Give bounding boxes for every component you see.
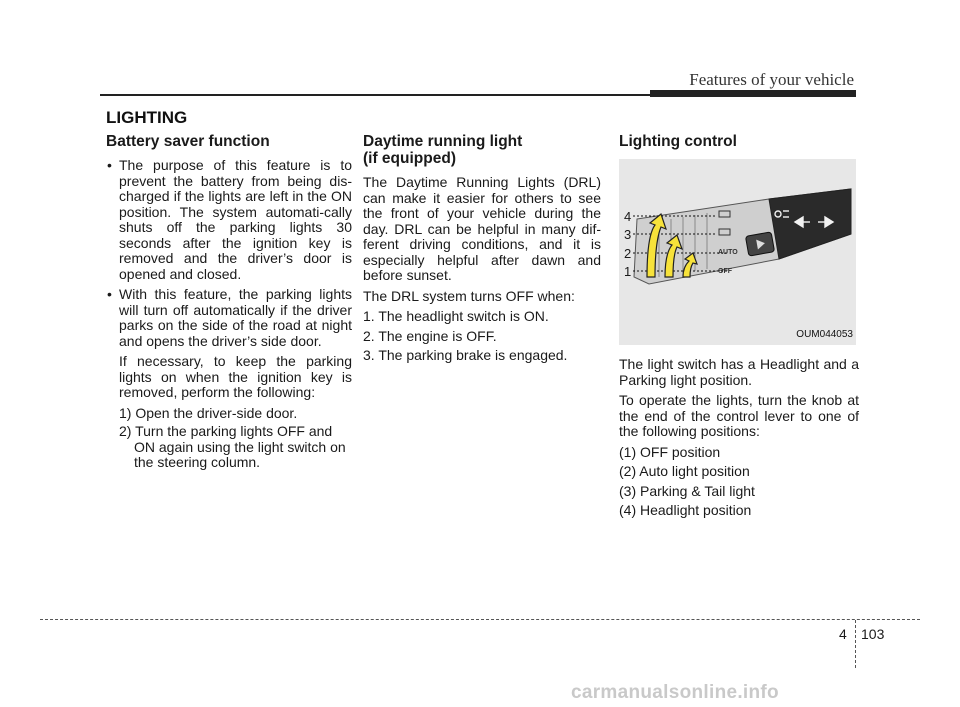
light-switch-figure	[619, 159, 856, 345]
list-item: 3. The parking brake is engaged.	[363, 347, 568, 363]
header-title: Features of your vehicle	[689, 70, 854, 89]
lighting-control-body1: The light switch has a Headlight and a Parking light position.	[619, 356, 859, 388]
list-item: (1) OFF position	[619, 443, 721, 460]
drl-column	[363, 133, 601, 368]
battery-saver-column	[106, 133, 352, 474]
lighting-control-column	[619, 133, 859, 523]
lighting-control-heading: Lighting control	[619, 133, 737, 150]
battery-saver-heading: Battery saver function	[106, 133, 270, 150]
list-item: (3) Parking & Tail light	[619, 482, 755, 499]
drl-off-intro: The DRL system turns OFF when:	[363, 287, 575, 304]
drl-body: The Daytime Running Lights (DRL) can make it easier for others to see the front of your vehicle during the day. DRL can be helpful in many dif-ferent driving conditions, and it is especially helpful after dawn and before sunset.	[363, 174, 601, 283]
figure-knob-label-off: OFF	[718, 268, 732, 275]
figure-position-3: 3	[624, 227, 632, 242]
page-number: 103	[861, 626, 885, 642]
list-item: • The purpose of this feature is to prevent the battery from being dis-charged if the lights are left in the ON position. The system automati-cally shuts off the parking lights 30 seconds after the ignition key is removed and the driver’s door is opened and closed.	[106, 158, 352, 282]
footer-rule	[40, 619, 920, 620]
list-item: (2) Auto light position	[619, 463, 750, 479]
header-tab	[650, 90, 856, 97]
battery-saver-bullets	[106, 158, 352, 349]
battery-saver-note: If necessary, to keep the parking lights on when the ignition key is removed, perform the following:	[119, 353, 352, 400]
figure-position-1: 1	[624, 264, 632, 279]
footer-divider	[855, 620, 856, 668]
list-item: 2) Turn the parking lights OFF and ON again using the light switch on the steering column.	[119, 423, 346, 470]
figure-position-2: 2	[624, 246, 632, 261]
lighting-control-body2: To operate the lights, turn the knob at the end of the control lever to one of the following positions:	[619, 392, 859, 439]
watermark: carmanualsonline.info	[571, 682, 779, 703]
battery-saver-steps	[106, 406, 352, 471]
list-item: 2. The engine is OFF.	[363, 327, 497, 344]
list-item: (4) Headlight position	[619, 502, 752, 518]
section-heading: LIGHTING	[106, 108, 188, 127]
drl-heading-line1: Daytime running light	[363, 133, 523, 150]
figure-code: OUM044053	[796, 328, 853, 340]
drl-heading-line2: (if equipped)	[363, 150, 456, 167]
list-item: • With this feature, the parking lights will turn off automatically if the driver parks on the side of the road at night and opens the driver’s side door.	[106, 287, 352, 349]
page-chapter: 4	[839, 626, 847, 642]
figure-position-4: 4	[624, 209, 632, 224]
figure-knob-label-auto: AUTO	[718, 249, 738, 256]
drl-heading	[363, 133, 601, 167]
list-item: 1) Open the driver-side door.	[119, 404, 298, 421]
list-item: 1. The headlight switch is ON.	[363, 308, 549, 324]
